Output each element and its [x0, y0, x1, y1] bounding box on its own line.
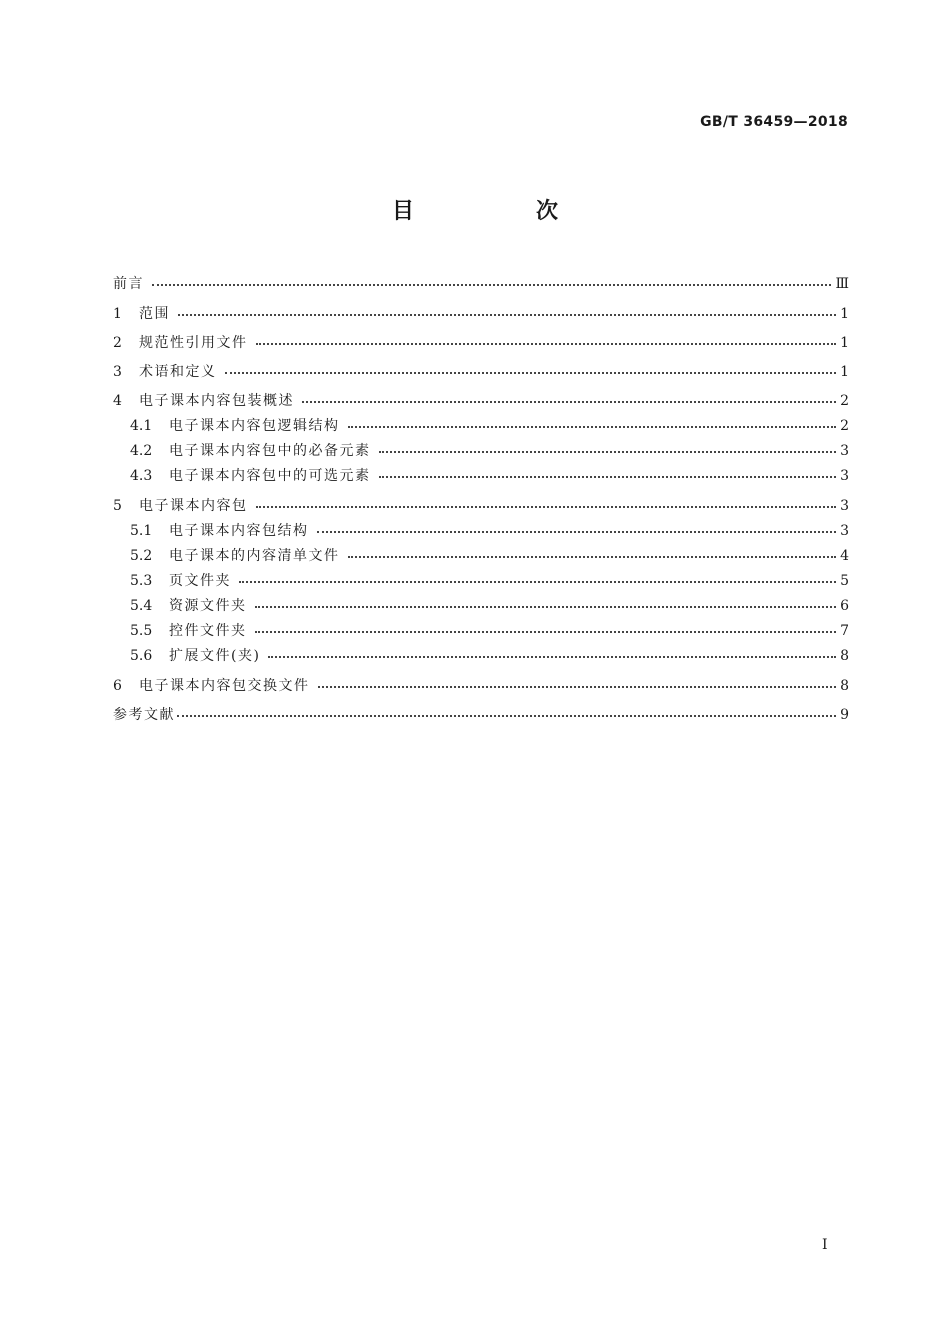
toc-entry-label: 术语和定义	[139, 364, 217, 380]
toc-entry-foreword[interactable]	[113, 274, 849, 294]
toc-entry-1[interactable]	[113, 304, 849, 324]
toc-entry-5-5[interactable]	[130, 621, 849, 641]
toc-entry-6[interactable]	[113, 676, 849, 696]
toc-entry-label: 电子课本内容包中的必备元素	[169, 443, 371, 459]
toc-entry-page: 8	[840, 648, 849, 664]
toc-entry-bibliography[interactable]	[113, 705, 849, 725]
page-number: Ⅰ	[822, 1237, 828, 1253]
toc-entry-page: 9	[840, 707, 849, 723]
toc-entry-page: 8	[840, 678, 849, 694]
dot-leader	[379, 464, 837, 478]
toc-entry-label: 页文件夹	[169, 573, 231, 589]
toc-entry-page: 2	[840, 393, 849, 409]
toc-entry-number: 6	[113, 678, 122, 694]
dot-leader	[317, 519, 837, 533]
toc-entry-number: 4	[113, 393, 122, 409]
toc-entry-number: 1	[113, 306, 122, 322]
toc-entry-page: 3	[840, 443, 849, 459]
toc-entry-number: 4.2	[130, 443, 153, 459]
standard-code: GB/T 36459—2018	[700, 114, 848, 130]
toc-entry-label: 控件文件夹	[169, 623, 247, 639]
toc-entry-5-4[interactable]	[130, 596, 849, 616]
toc-entry-page: 3	[840, 523, 849, 539]
toc-entry-4-1[interactable]	[130, 416, 849, 436]
toc-entry-number: 5.2	[130, 548, 153, 564]
toc-entry-page: 3	[840, 498, 849, 514]
toc-entry-number: 5.1	[130, 523, 153, 539]
toc-entry-page: Ⅲ	[835, 276, 849, 292]
dot-leader	[318, 674, 837, 688]
dot-leader	[255, 594, 837, 608]
toc-entry-number: 5.3	[130, 573, 153, 589]
toc-entry-number: 5.5	[130, 623, 153, 639]
toc-entry-page: 7	[840, 623, 849, 639]
toc-entry-page: 5	[840, 573, 849, 589]
toc-entry-label: 电子课本的内容清单文件	[169, 548, 340, 564]
toc-entry-5-6[interactable]	[130, 646, 849, 666]
dot-leader	[239, 569, 836, 583]
toc-entry-page: 6	[840, 598, 849, 614]
toc-entry-4[interactable]	[113, 391, 849, 411]
toc-entry-page: 2	[840, 418, 849, 434]
toc-entry-label: 参考文献	[113, 707, 175, 723]
toc-entry-5-3[interactable]	[130, 571, 849, 591]
dot-leader	[256, 494, 837, 508]
toc-entry-label: 扩展文件(夹)	[169, 648, 261, 664]
toc-entry-5-2[interactable]	[130, 546, 849, 566]
dot-leader	[256, 331, 837, 345]
toc-entry-label: 规范性引用文件	[139, 335, 248, 351]
toc-entry-2[interactable]	[113, 333, 849, 353]
toc-entry-number: 5.4	[130, 598, 153, 614]
toc-entry-page: 3	[840, 468, 849, 484]
dot-leader	[177, 703, 836, 717]
toc-entry-3[interactable]	[113, 362, 849, 382]
dot-leader	[348, 414, 837, 428]
toc-entry-number: 4.3	[130, 468, 153, 484]
page-title: 目 次	[391, 199, 608, 224]
toc-entry-label: 电子课本内容包结构	[169, 523, 309, 539]
dot-leader	[348, 544, 837, 558]
dot-leader	[379, 439, 837, 453]
dot-leader	[302, 389, 836, 403]
toc-entry-4-2[interactable]	[130, 441, 849, 461]
toc-entry-label: 电子课本内容包	[139, 498, 248, 514]
toc-entry-5[interactable]	[113, 496, 849, 516]
toc-entry-number: 5	[113, 498, 122, 514]
toc-entry-label: 电子课本内容包中的可选元素	[169, 468, 371, 484]
toc-entry-label: 电子课本内容包交换文件	[139, 678, 310, 694]
toc-entry-page: 4	[840, 548, 849, 564]
toc-entry-label: 前言	[113, 276, 144, 292]
toc-entry-number: 3	[113, 364, 122, 380]
toc-entry-number: 4.1	[130, 418, 153, 434]
dot-leader	[152, 272, 831, 286]
dot-leader	[268, 644, 836, 658]
toc-entry-number: 2	[113, 335, 122, 351]
toc-entry-page: 1	[840, 364, 849, 380]
dot-leader	[178, 302, 836, 316]
toc-entry-label: 电子课本内容包逻辑结构	[169, 418, 340, 434]
dot-leader	[225, 360, 837, 374]
toc-entry-label: 电子课本内容包装概述	[139, 393, 294, 409]
toc-entry-number: 5.6	[130, 648, 153, 664]
toc-entry-4-3[interactable]	[130, 466, 849, 486]
dot-leader	[255, 619, 837, 633]
toc-entry-label: 资源文件夹	[169, 598, 247, 614]
toc-entry-page: 1	[840, 306, 849, 322]
toc-entry-page: 1	[840, 335, 849, 351]
toc-entry-5-1[interactable]	[130, 521, 849, 541]
toc-entry-label: 范围	[139, 306, 170, 322]
